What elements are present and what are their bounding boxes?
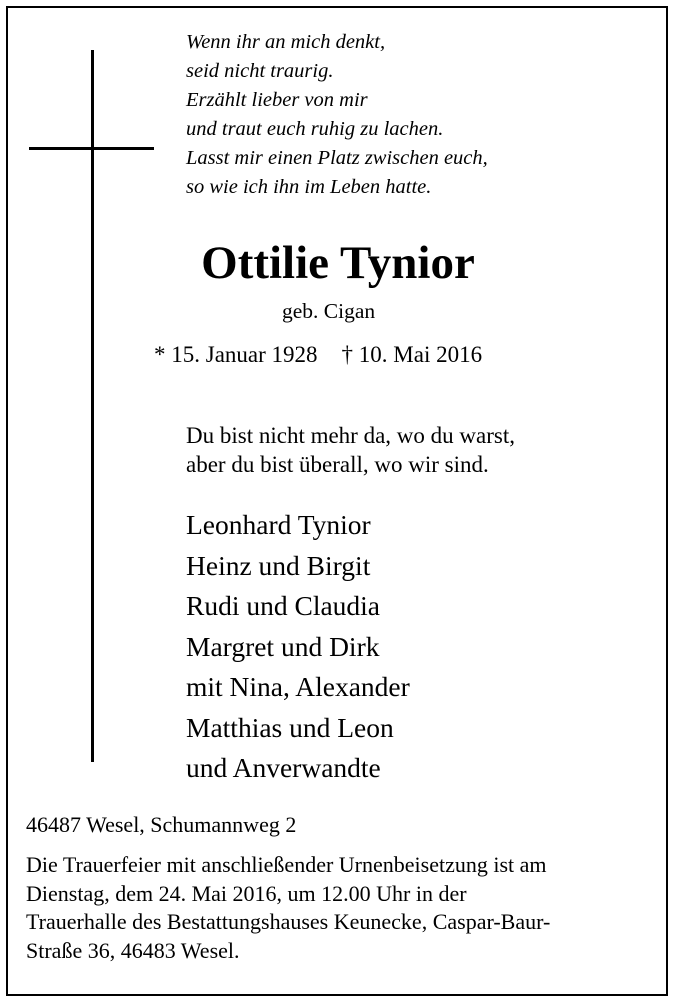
family-line: Leonhard Tynior [186, 509, 371, 540]
deceased-name-block [0, 233, 676, 293]
maiden-name: geb. Cigan [282, 299, 376, 323]
family-list [186, 505, 410, 789]
death-date: † 10. Mai 2016 [341, 342, 483, 367]
poem [186, 28, 488, 202]
address: 46487 Wesel, Schumannweg 2 [26, 812, 297, 837]
funeral-line: Trauerhalle des Bestattungshauses Keunecke, Caspar-Baur- [26, 909, 551, 934]
funeral-info [26, 851, 646, 965]
cross-icon-horizontal [29, 147, 154, 150]
family-line: mit Nina, Alexander [186, 671, 410, 702]
birth-date: * 15. Januar 1928 [154, 342, 318, 367]
funeral-line: Dienstag, dem 24. Mai 2016, um 12.00 Uhr in der [26, 880, 467, 906]
life-dates [154, 340, 482, 370]
family-line: Rudi und Claudia [186, 590, 381, 621]
poem-line: Erzählt lieber von mir [186, 89, 368, 111]
quote-line: Du bist nicht mehr da, wo du warst, [186, 423, 515, 448]
funeral-line: Straße 36, 46483 Wesel. [26, 937, 240, 963]
poem-line: Lasst mir einen Platz zwischen euch, [186, 147, 488, 169]
poem-line: und traut euch ruhig zu lachen. [186, 118, 444, 140]
poem-line: so wie ich ihn im Leben hatte. [186, 176, 432, 198]
poem-line: Wenn ihr an mich denkt, [186, 31, 386, 53]
family-line: Heinz und Birgit [186, 549, 371, 581]
deceased-name: Ottilie Tynior [201, 237, 475, 289]
cross-icon-vertical [91, 50, 94, 762]
quote [186, 421, 515, 479]
family-line: und Anverwandte [186, 752, 381, 783]
family-line: Matthias und Leon [186, 711, 394, 743]
funeral-line: Die Trauerfeier mit anschließender Urnenbeisetzung ist am [26, 852, 547, 877]
family-line: Margret und Dirk [186, 630, 380, 662]
poem-line: seid nicht traurig. [186, 60, 334, 82]
quote-line: aber du bist überall, wo wir sind. [186, 452, 489, 477]
